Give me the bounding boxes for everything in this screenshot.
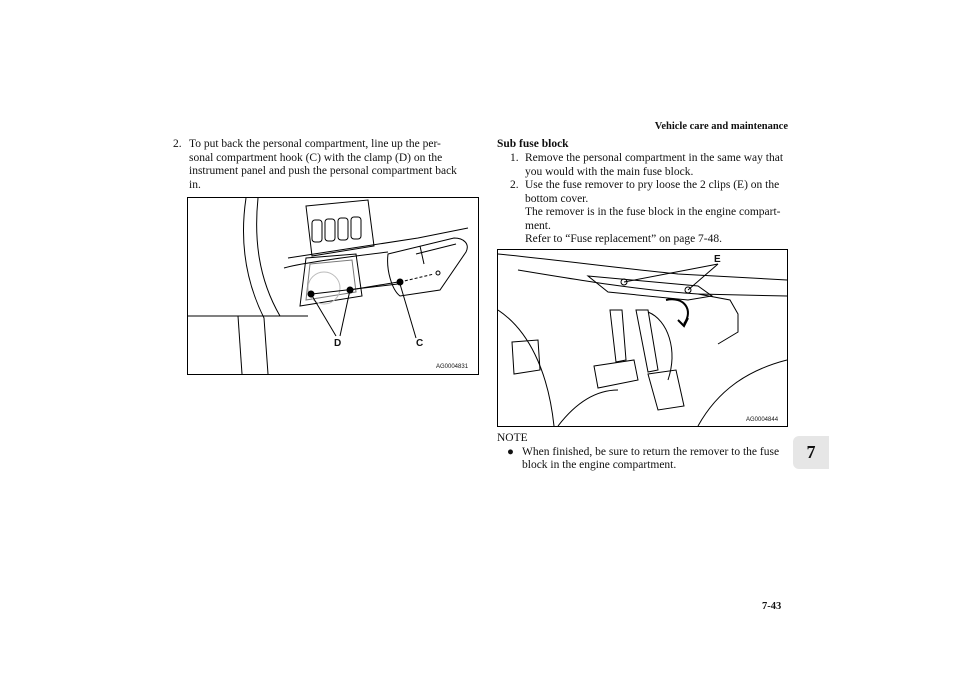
figure-code: AG0004844 <box>746 417 779 423</box>
note-text-line: When finished, be sure to return the remover to the fuse <box>522 445 780 458</box>
bullet-icon: ● <box>507 445 514 458</box>
step-text-line: Refer to “Fuse replacement” on page 7-48. <box>525 233 723 246</box>
section-heading: Sub fuse block <box>497 138 569 150</box>
step-text-line: ment. <box>525 219 551 232</box>
step-text-line: bottom cover. <box>525 192 589 205</box>
step-text-line: you would with the main fuse block. <box>525 165 694 178</box>
step-text-line: Remove the personal compartment in the same way that <box>525 152 784 164</box>
chapter-tab-number: 7 <box>806 442 816 462</box>
step-text-line: instrument panel and push the personal compartment back <box>189 165 457 178</box>
note-block <box>497 432 787 473</box>
step-number: 2. <box>173 138 182 150</box>
chapter-tab <box>793 436 829 469</box>
right-step-2 <box>510 179 787 247</box>
page-number: 7-43 <box>762 601 782 612</box>
label-d: D <box>334 338 342 349</box>
step-text-line: The remover is in the fuse block in the engine compart- <box>525 206 781 219</box>
label-c: C <box>416 338 424 349</box>
pedal-illustration <box>498 250 787 426</box>
note-text-line: block in the engine compartment. <box>522 459 677 472</box>
figure-sub-fuse-block <box>497 249 788 427</box>
step-text-line: Use the fuse remover to pry loose the 2 clips (E) on the <box>525 179 780 191</box>
section-header: Vehicle care and maintenance <box>654 121 788 132</box>
figure-personal-compartment <box>187 197 479 375</box>
right-step-1 <box>510 152 787 179</box>
figure-code: AG0004831 <box>436 364 469 370</box>
left-step-2 <box>173 138 478 192</box>
step-text-line: in. <box>189 178 201 191</box>
compartment-illustration <box>188 198 478 374</box>
step-text-line: sonal compartment hook (C) with the clamp (D) on the <box>189 151 443 164</box>
step-text-line: To put back the personal compartment, line up the per- <box>189 138 441 150</box>
step-number: 1. <box>510 152 519 164</box>
step-number: 2. <box>510 179 519 191</box>
note-title: NOTE <box>497 432 528 444</box>
label-e: E <box>714 254 721 265</box>
